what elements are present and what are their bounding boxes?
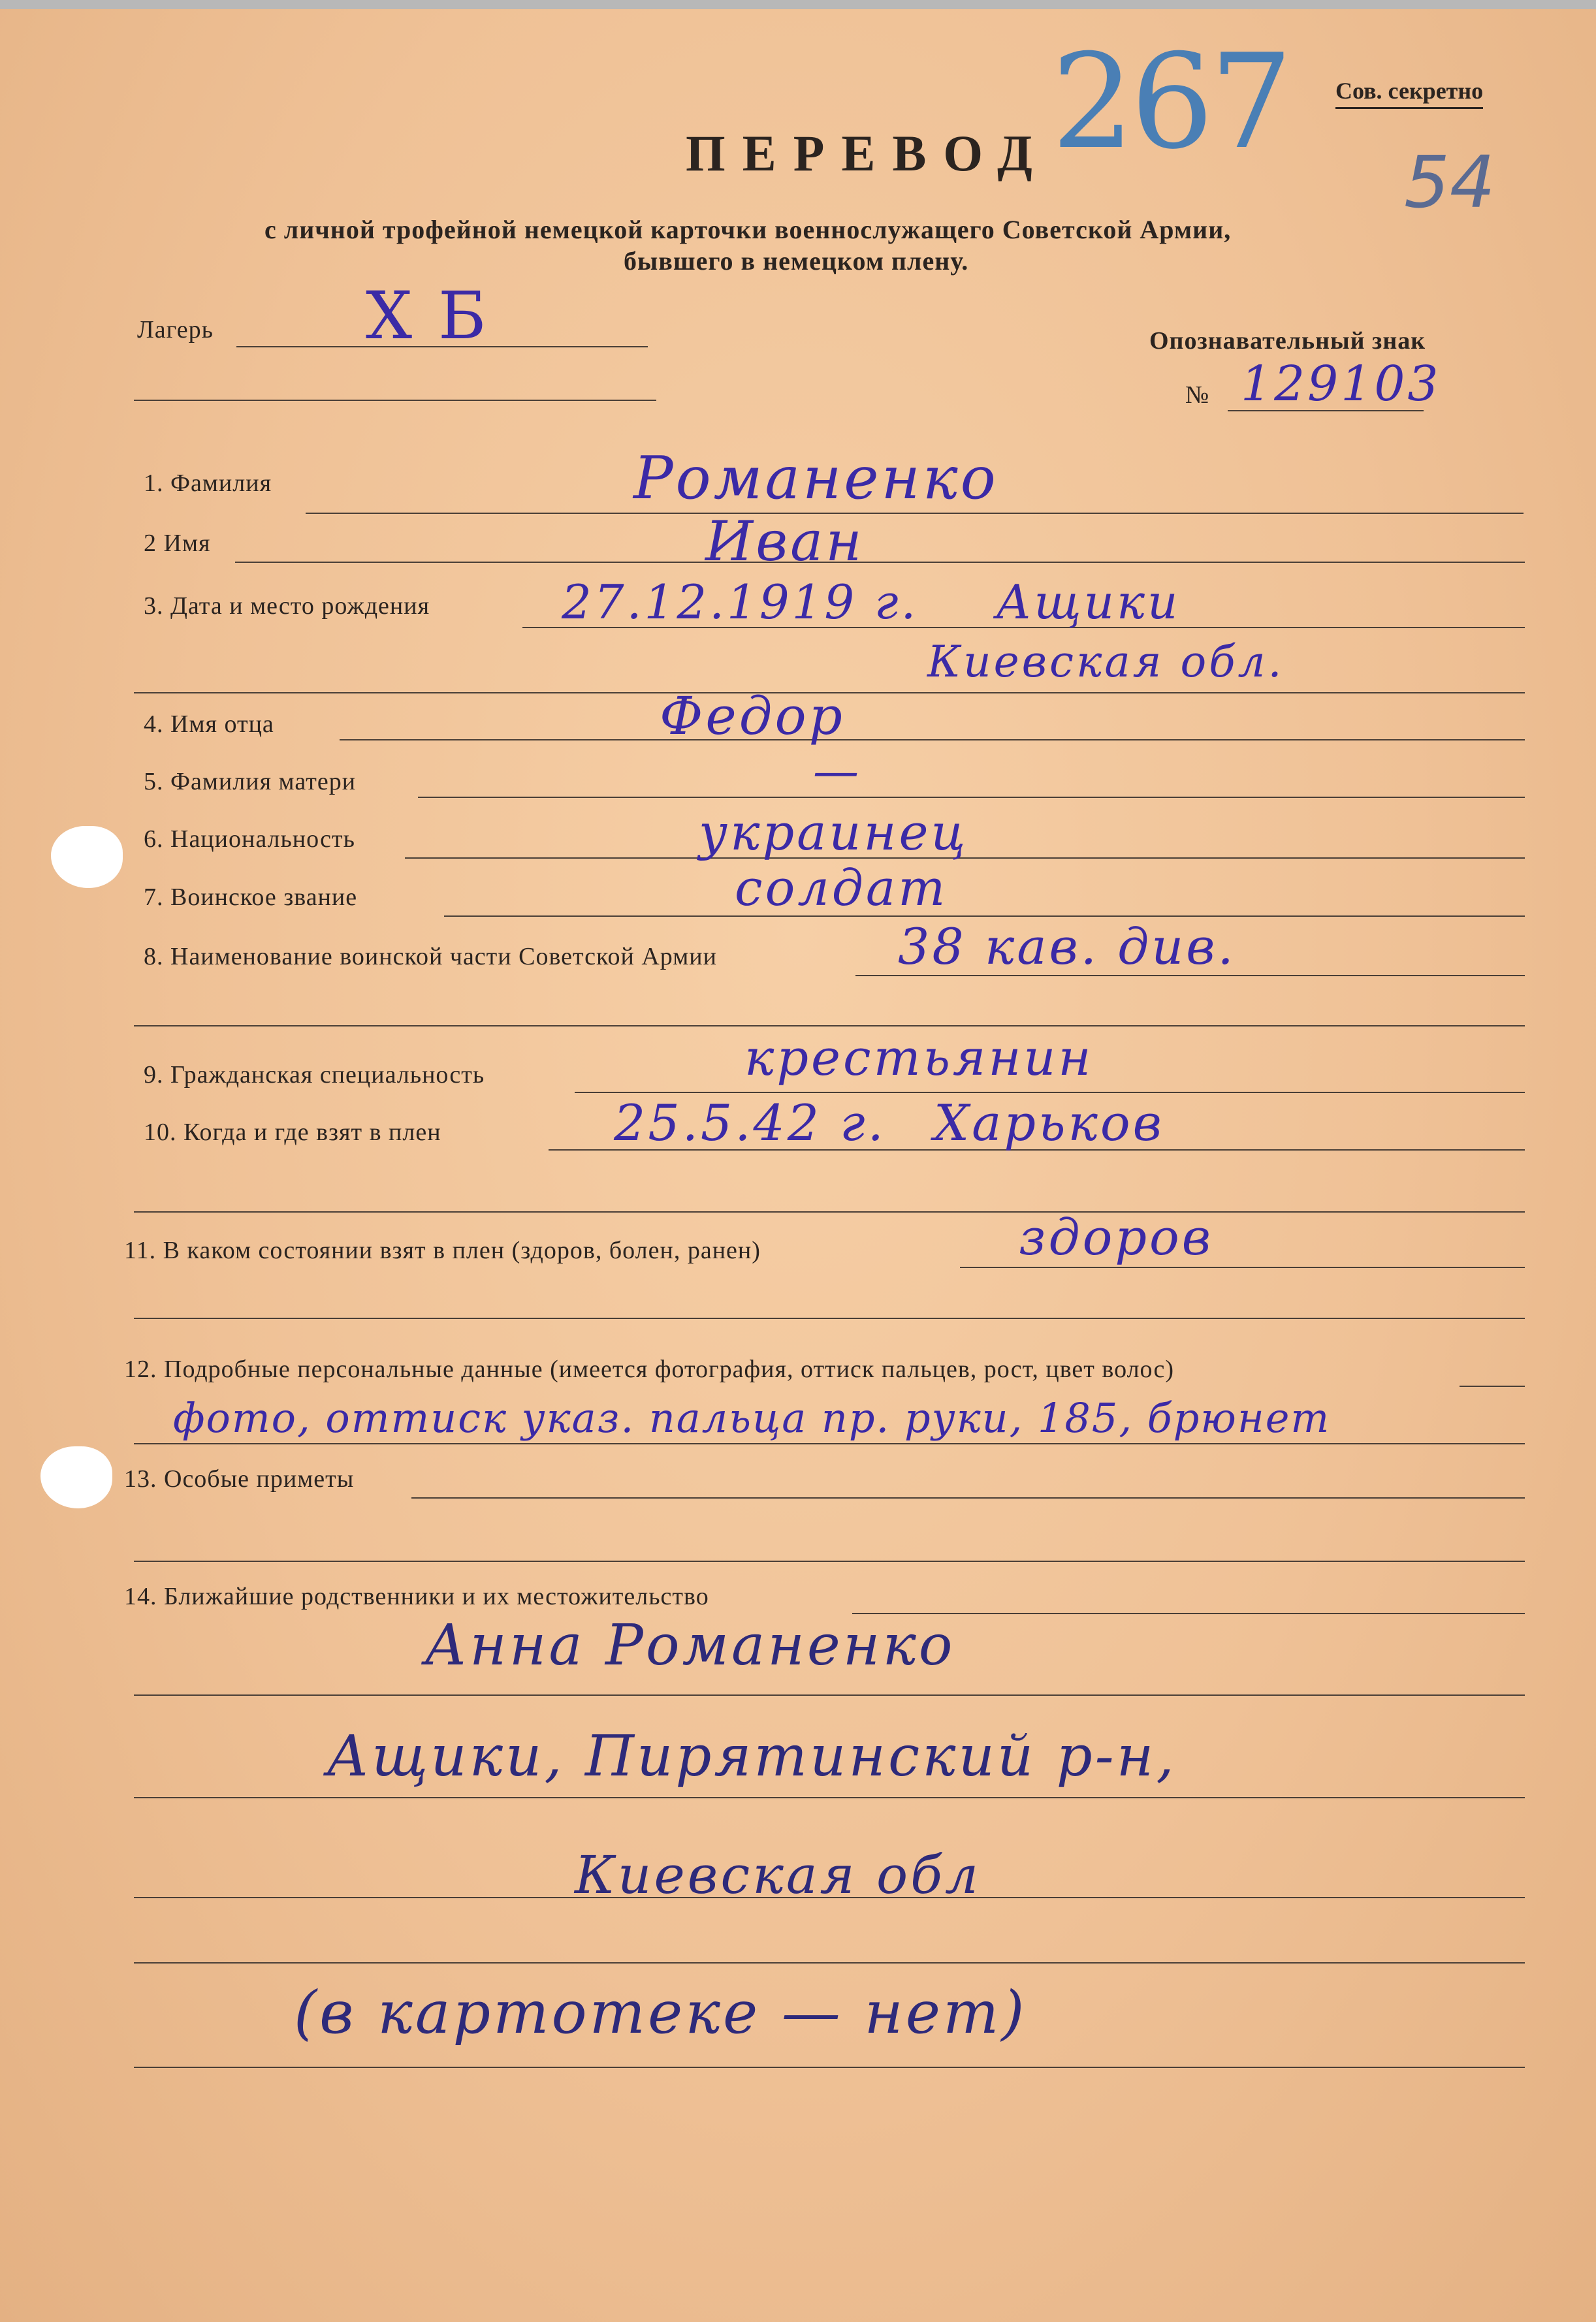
- field-value-captured-place: Харьков: [934, 1094, 1164, 1152]
- id-tag-label: Опознавательный знак: [1149, 327, 1426, 355]
- punch-hole-top: [51, 826, 123, 888]
- field-value-mother: —: [813, 744, 861, 798]
- field-value-personal: фото, оттиск указ. пальца пр. руки, 185, брюнет: [173, 1394, 1331, 1442]
- field-label-condition: 11. В каком состоянии взят в плен (здоров, болен, ранен): [124, 1237, 761, 1264]
- field-label-captured: 10. Когда и где взят в плен: [144, 1119, 441, 1146]
- field-line-captured-2: [134, 1211, 1525, 1213]
- field-value-birth-date: 27.12.1919 г.: [562, 575, 919, 629]
- field-label-personal: 12. Подробные персональные данные (имеется фотография, оттиск пальцев, рост, цвет волос): [124, 1356, 1174, 1383]
- field-line-features: [411, 1497, 1525, 1499]
- field-label-birth: 3. Дата и место рождения: [144, 592, 430, 620]
- field-line-personal: [1460, 1386, 1525, 1387]
- field-label-mother: 5. Фамилия матери: [144, 768, 357, 795]
- field-line-personal-2: [134, 1443, 1525, 1444]
- field-line-features-2: [134, 1561, 1525, 1562]
- field-label-rank: 7. Воинское звание: [144, 883, 358, 911]
- field-value-name: Иван: [705, 509, 865, 573]
- field-line-father: [340, 739, 1525, 740]
- field-value-nationality: украинец: [699, 803, 968, 861]
- field-label-surname: 1. Фамилия: [144, 469, 272, 497]
- field-line-relatives-5: [134, 1962, 1525, 1964]
- subtitle-line-2: бывшего в немецком плену.: [624, 246, 969, 276]
- punch-hole-bottom: [40, 1446, 112, 1508]
- relatives-line-2: Ащики, Пирятинский р-н,: [327, 1724, 1177, 1789]
- field-line-unit-2: [134, 1025, 1525, 1026]
- field-line-mother: [418, 797, 1525, 798]
- field-line-relatives-2: [134, 1694, 1525, 1696]
- field-line-condition: [960, 1267, 1525, 1268]
- relatives-line-3: Киевская обл: [575, 1845, 981, 1905]
- field-value-birth-village: Ащики: [996, 575, 1181, 629]
- field-value-captured-date: 25.5.42 г.: [614, 1094, 886, 1152]
- camp-line-2: [134, 400, 656, 401]
- field-value-profession: крестьянин: [744, 1028, 1094, 1087]
- field-line-relatives-4: [134, 1897, 1525, 1898]
- corner-number: 54: [1404, 140, 1495, 224]
- field-value-rank: солдат: [735, 859, 948, 917]
- scan-edge: [0, 0, 1596, 9]
- camp-label: Лагерь: [137, 316, 214, 343]
- document-title: ПЕРЕВОД: [686, 125, 1049, 182]
- field-line-name: [235, 562, 1525, 563]
- field-label-features: 13. Особые приметы: [124, 1465, 355, 1493]
- camp-value: X Б: [366, 278, 489, 354]
- stamp-number: 267: [1051, 26, 1289, 178]
- field-line-rank: [444, 915, 1525, 917]
- field-value-condition: здоров: [1019, 1208, 1214, 1266]
- field-value-father: Федор: [660, 686, 845, 746]
- field-line-condition-2: [134, 1318, 1525, 1319]
- field-label-father: 4. Имя отца: [144, 710, 274, 738]
- field-label-name: 2 Имя: [144, 530, 211, 557]
- field-label-unit: 8. Наименование воинской части Советской Армии: [144, 943, 717, 970]
- id-tag-value: 129103: [1241, 356, 1441, 412]
- field-line-relatives-3: [134, 1797, 1525, 1798]
- field-line-surname: [306, 513, 1524, 514]
- field-value-birth-region: Киевская обл.: [927, 637, 1285, 687]
- field-line-profession: [575, 1092, 1525, 1093]
- field-value-unit: 38 кав. див.: [898, 917, 1236, 976]
- field-line-relatives-6: [134, 2067, 1525, 2068]
- field-label-nationality: 6. Национальность: [144, 825, 355, 853]
- field-label-relatives: 14. Ближайшие родственники и их местожительство: [124, 1583, 709, 1610]
- classification-mark: Сов. секретно: [1335, 77, 1483, 109]
- field-value-surname: Романенко: [633, 444, 998, 513]
- id-tag-number-sign: №: [1185, 381, 1210, 409]
- relatives-line-4: (в картотеке — нет): [294, 1979, 1027, 2047]
- relatives-line-1: Анна Романенко: [424, 1613, 955, 1678]
- subtitle-line-1: с личной трофейной немецкой карточки военнослужащего Советской Армии,: [264, 215, 1232, 244]
- field-label-profession: 9. Гражданская специальность: [144, 1061, 485, 1089]
